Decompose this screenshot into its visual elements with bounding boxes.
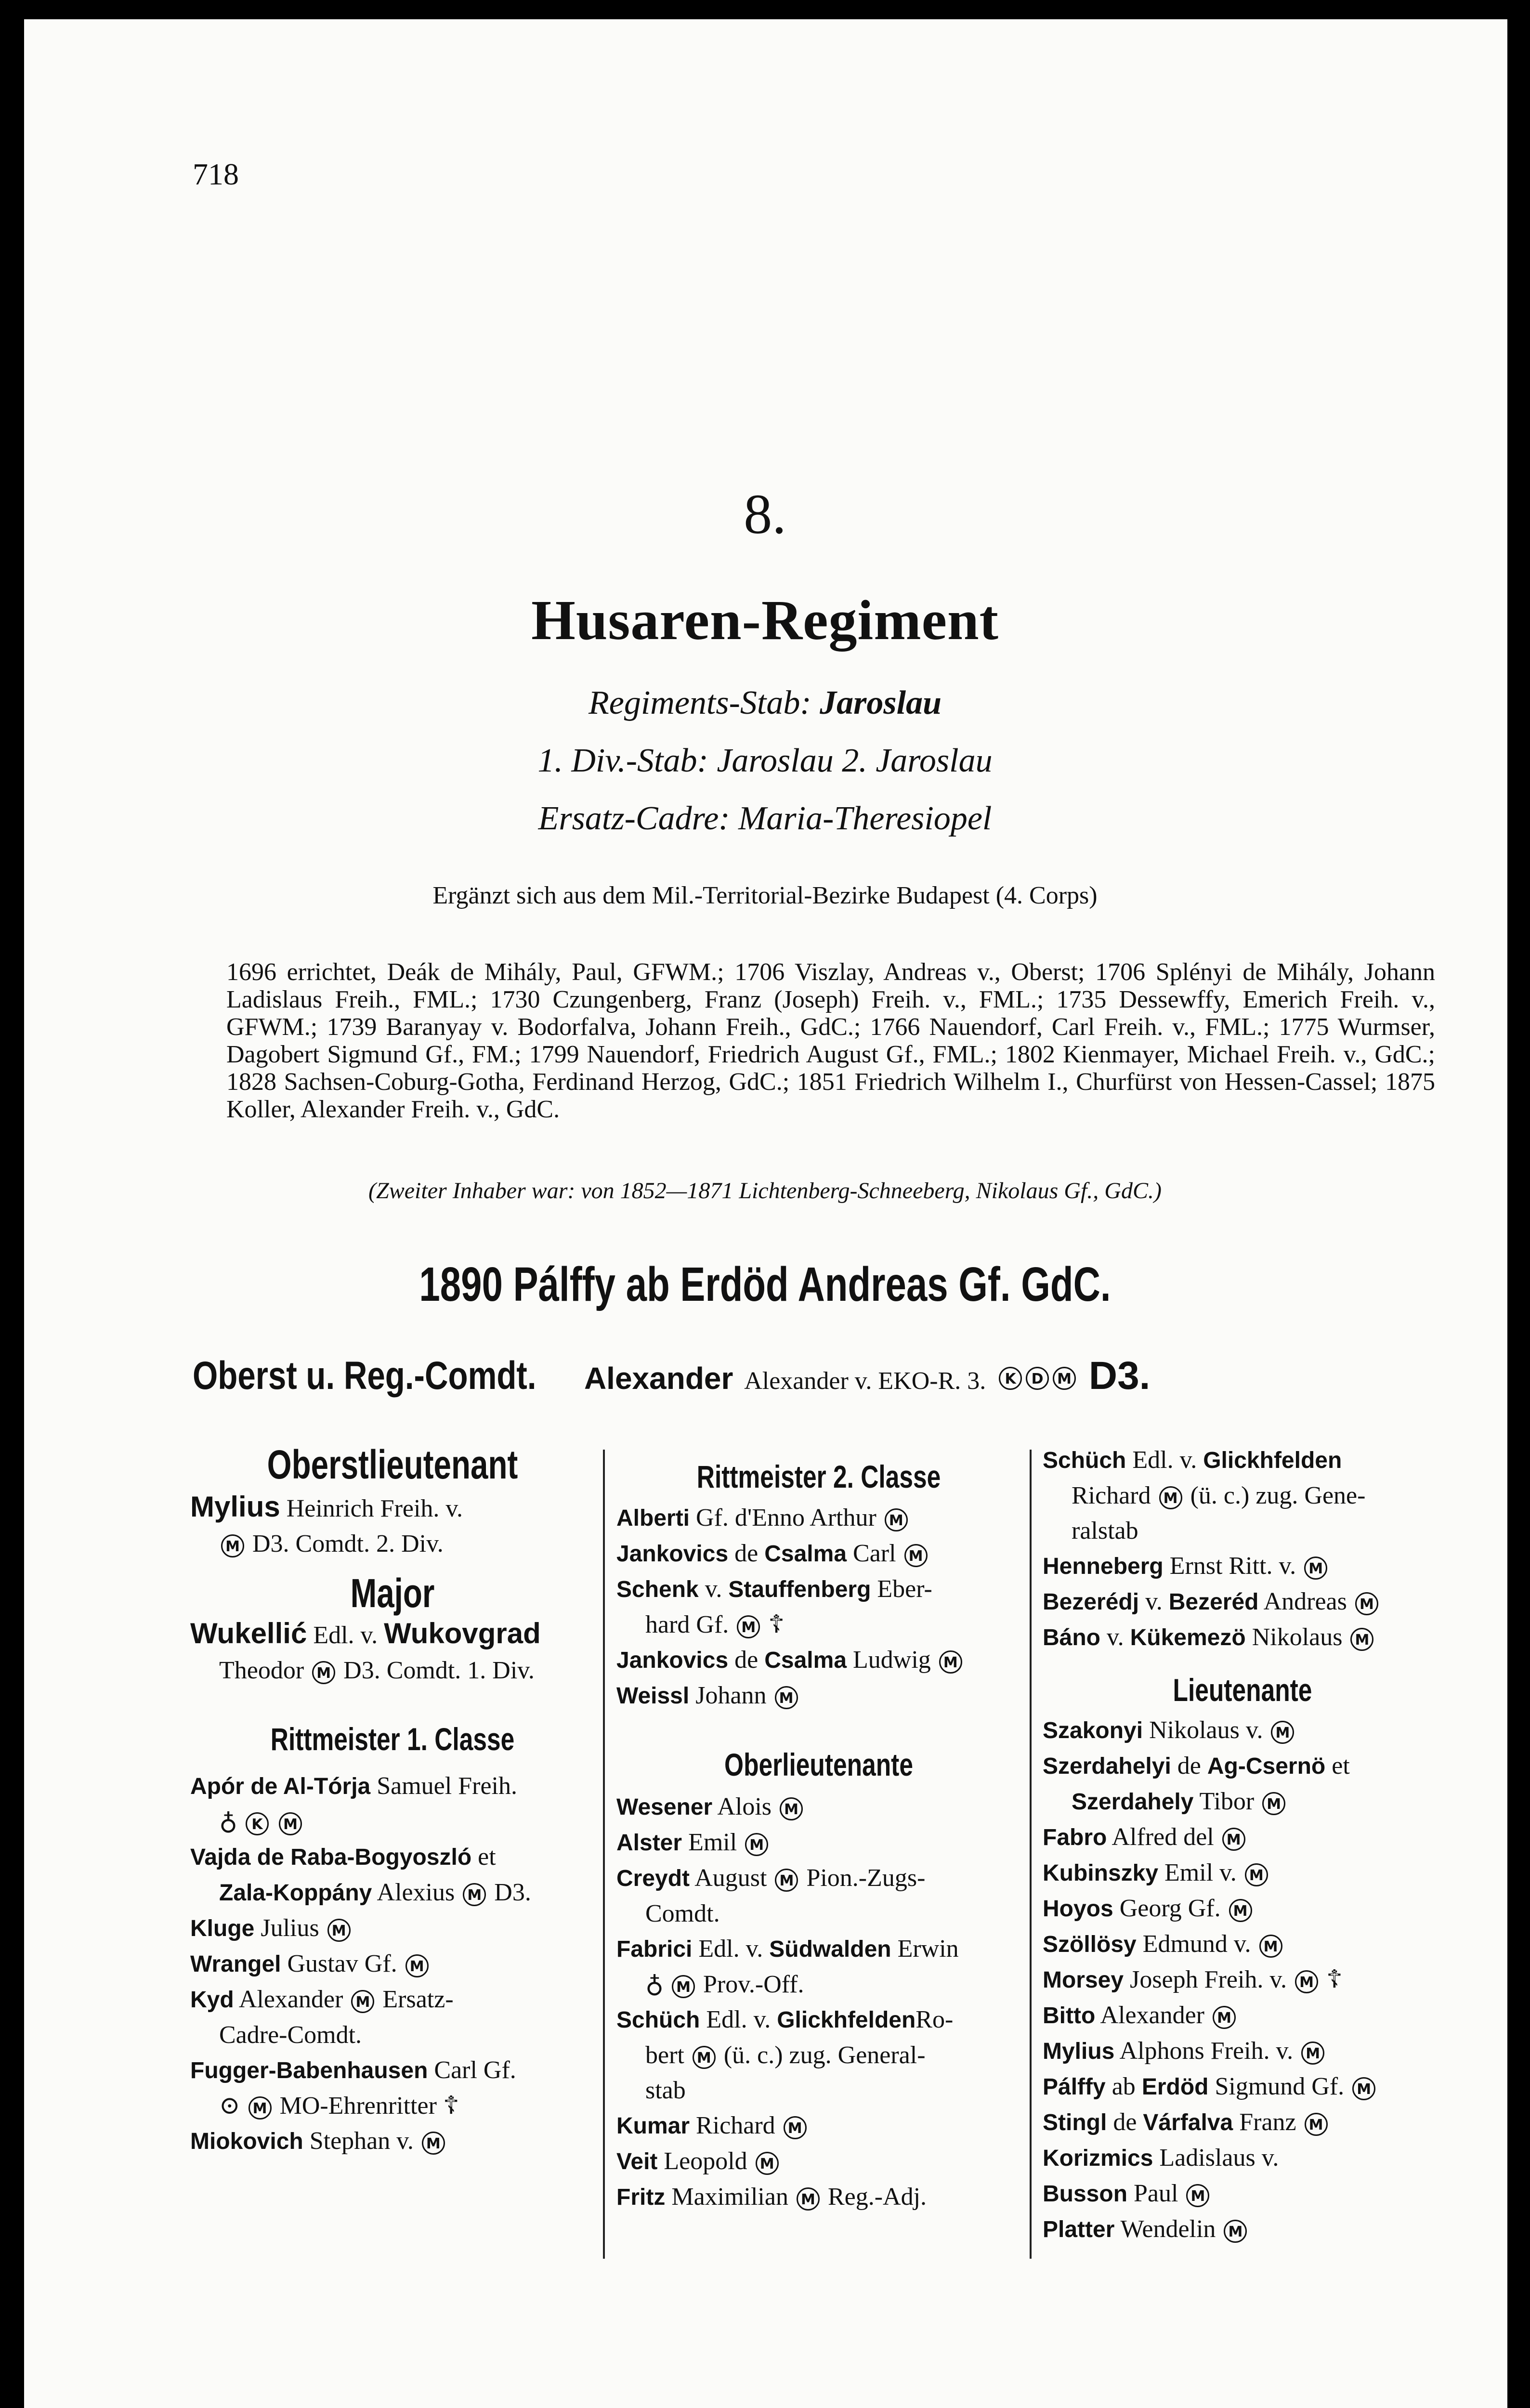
- column-3: [1043, 1442, 1442, 2247]
- list-item: Alberti Gf. d'Enno Arthur M: [616, 1500, 1021, 1536]
- list-item: hard Gf. M ☦: [645, 1611, 785, 1638]
- column-2: [616, 1459, 1021, 2215]
- k-symbol-icon: K: [999, 1367, 1022, 1390]
- list-item: Creydt August M Pion.-Zugs-: [616, 1864, 926, 1892]
- list-item: Alster Emil M: [616, 1825, 1021, 1860]
- section-heading: Lieutenante: [1173, 1672, 1312, 1708]
- list-item: Fritz Maximilian M Reg.-Adj.: [616, 2183, 927, 2211]
- list-item: Henneberg Ernst Ritt. v. M: [1043, 1548, 1442, 1584]
- list-item: Busson Paul M: [1043, 2176, 1442, 2212]
- div-stab: 1. Div.-Stab: Jaroslau 2. Jaroslau: [537, 742, 993, 779]
- list-item: Báno v. Kükemezö Nikolaus M: [1043, 1620, 1442, 1655]
- section-heading: Rittmeister 1. Classe: [270, 1721, 515, 1757]
- list-item: ⊙ M MO-Ehrenritter ☦: [219, 2092, 459, 2120]
- list-item: Apór de Al-Tórja Samuel Freih.: [190, 1772, 517, 1800]
- history-paragraph: 1696 errichtet, Deák de Mihály, Paul, GFWM.; 1706 Viszlay, Andreas v., Oberst; 1706 Splényi de Mihály, Johann Ladislaus Freih., FML.; 1730 Czungenberg, Franz (Joseph) Freih. v., FML.; 1735 Dessewffy, Emerich Freih. v., GFWM.; 1739 Baranyay v. Bodorfalva, Johann Freih., GdC.; 1766 Nauendorf, Carl Freih. v., FML.; 1775 Wurmser, Dagobert Sigmund Gf., FM.; 1799 Nauendorf, Friedrich August Gf., FML.; 1802 Kienmayer, Michael Freih. v., GdC.; 1828 Sachsen-Coburg-Gotha, Ferdinand Herzog, GdC.; 1851 Friedrich Wilhelm I., Churfürst von Hessen-Cassel; 1875 Koller, Alexander Freih. v., GdC.: [226, 958, 1435, 1123]
- list-item: Mylius Heinrich Freih. v.: [190, 1491, 463, 1523]
- list-item: Stingl de Várfalva Franz M: [1043, 2105, 1442, 2140]
- list-item: ♁ K M: [190, 1804, 595, 1839]
- recruitment-note: Ergänzt sich aus dem Mil.-Territorial-Bezirke Budapest (4. Corps): [432, 882, 1098, 909]
- second-owner-note: (Zweiter Inhaber war: von 1852—1871 Lichtenberg-Schneeberg, Nikolaus Gf., GdC.): [368, 1178, 1162, 1204]
- page-number: 718: [193, 157, 239, 191]
- list-item: Korizmics Ladislaus v.: [1043, 2144, 1279, 2172]
- list-item: Szöllösy Edmund v. M: [1043, 1926, 1442, 1962]
- d-symbol-icon: D: [1026, 1367, 1049, 1390]
- list-item: Cadre-Comdt.: [219, 2021, 362, 2049]
- oberst-line: Oberst u. Reg.-Comdt. Alexander Alexander v. EKO-R. 3. K D M D3.: [193, 1354, 1151, 1398]
- list-item: Miokovich Stephan v. M: [190, 2123, 595, 2159]
- list-item: Schüch Edl. v. Glickhfelden: [1043, 1446, 1342, 1474]
- list-item: Kyd Alexander M Ersatz-: [190, 1986, 454, 2013]
- list-item: ♁ M Prov.-Off.: [645, 1971, 804, 1998]
- page-title: Husaren-Regiment: [531, 589, 999, 652]
- list-item: Comdt.: [645, 1900, 720, 1927]
- list-item: Pálffy ab Erdöd Sigmund Gf. M: [1043, 2069, 1442, 2105]
- list-item: Fabro Alfred del M: [1043, 1819, 1442, 1855]
- list-item: Schenk v. Stauffenberg Eber-: [616, 1575, 932, 1603]
- list-item: Szerdahely Tibor M: [1043, 1784, 1442, 1819]
- list-item: Platter Wendelin M: [1043, 2212, 1442, 2247]
- section-heading: Rittmeister 2. Classe: [696, 1459, 941, 1494]
- list-item: Theodor M D3. Comdt. 1. Div.: [219, 1657, 535, 1684]
- list-item: Wrangel Gustav Gf. M: [190, 1946, 595, 1982]
- regiment-owner: 1890 Pálffy ab Erdöd Andreas Gf. GdC.: [419, 1257, 1111, 1311]
- list-item: Vajda de Raba-Bogyoszló et: [190, 1843, 496, 1871]
- list-item: Hoyos Georg Gf. M: [1043, 1891, 1442, 1926]
- list-item: Fabrici Edl. v. Südwalden Erwin: [616, 1935, 959, 1963]
- regiments-stab: Regiments-Stab: Jaroslau: [588, 684, 942, 721]
- column-divider: [603, 1450, 605, 2259]
- list-item: Kluge Julius M: [190, 1911, 595, 1946]
- list-item: Veit Leopold M: [616, 2144, 1021, 2179]
- section-heading: Oberlieutenante: [724, 1747, 913, 1782]
- list-item: Morsey Joseph Freih. v. M ☦: [1043, 1966, 1343, 1993]
- column-divider: [1030, 1450, 1032, 2259]
- list-item: Szakonyi Nikolaus v. M: [1043, 1713, 1442, 1748]
- list-item: M D3. Comdt. 2. Div.: [190, 1526, 595, 1561]
- list-item: Wukellić Edl. v. Wukovgrad: [190, 1617, 541, 1649]
- list-item: Bezerédj v. Bezeréd Andreas M: [1043, 1584, 1442, 1620]
- list-item: Mylius Alphons Freih. v. M: [1043, 2033, 1442, 2069]
- list-item: Bitto Alexander M: [1043, 1998, 1442, 2033]
- list-item: Zala-Koppány Alexius M D3.: [219, 1879, 531, 1906]
- list-item: Schüch Edl. v. GlickhfeldenRo-: [616, 2006, 954, 2033]
- ersatz-cadre: Ersatz-Cadre: Maria-Theresiopel: [538, 800, 992, 837]
- list-item: Szerdahelyi de Ag-Csernö et: [1043, 1752, 1350, 1780]
- list-item: Jankovics de Csalma Ludwig M: [616, 1642, 1021, 1678]
- list-item: Weissl Johann M: [616, 1678, 1021, 1714]
- list-item: stab: [645, 2077, 686, 2104]
- section-heading: Oberstlieutenant: [267, 1442, 518, 1487]
- list-item: Jankovics de Csalma Carl M: [616, 1536, 1021, 1571]
- list-item: Wesener Alois M: [616, 1789, 1021, 1825]
- regiment-number: 8.: [744, 483, 786, 546]
- m-symbol-icon: M: [1053, 1367, 1076, 1390]
- list-item: Richard M (ü. c.) zug. Gene-: [1072, 1482, 1366, 1509]
- list-item: Kumar Richard M: [616, 2108, 1021, 2144]
- list-item: Fugger-Babenhausen Carl Gf.: [190, 2056, 516, 2084]
- column-1: [190, 1442, 595, 2159]
- list-item: ralstab: [1072, 1517, 1138, 1544]
- list-item: Kubinszky Emil v. M: [1043, 1855, 1442, 1891]
- list-item: bert M (ü. c.) zug. General-: [645, 2042, 926, 2069]
- section-heading: Major: [350, 1570, 435, 1616]
